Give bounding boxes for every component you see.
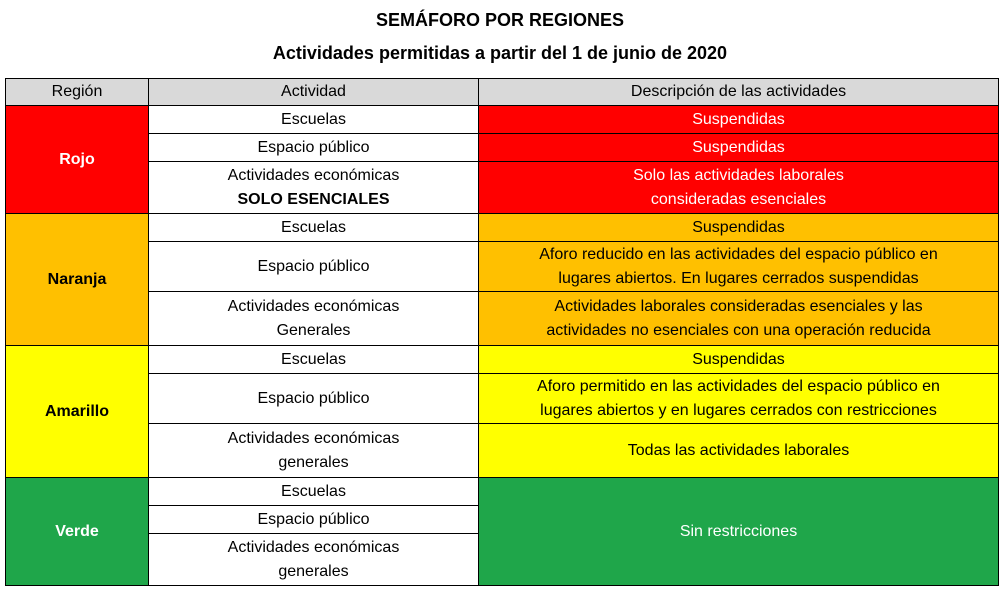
semaforo-table	[5, 78, 999, 586]
activity-label: Actividades económicas	[227, 538, 400, 556]
description-cell	[479, 162, 999, 214]
table-row	[6, 214, 999, 242]
activity-cell: Escuelas	[149, 214, 479, 242]
activity-label: Actividades económicas	[227, 297, 400, 315]
description-line: consideradas esenciales	[650, 190, 827, 208]
description-line: lugares abiertos. En lugares cerrados suspendidas	[558, 269, 919, 287]
description-cell: Sin restricciones	[479, 478, 999, 586]
activity-qualifier: generales	[278, 562, 349, 580]
table-row	[6, 106, 999, 134]
activity-cell	[149, 534, 479, 586]
header-activity: Actividad	[149, 79, 479, 106]
table-row	[6, 292, 999, 346]
description-cell	[479, 292, 999, 346]
description-line: Aforo reducido en las actividades del espacio público en	[539, 245, 938, 263]
description-line: actividades no esenciales con una operación reducida	[546, 321, 931, 339]
table-row	[6, 424, 999, 478]
activity-cell: Escuelas	[149, 106, 479, 134]
description-line: Actividades laborales consideradas esenciales y las	[554, 297, 923, 315]
activity-cell	[149, 292, 479, 346]
region-amarillo: Amarillo	[6, 346, 149, 478]
table-row	[6, 478, 999, 506]
description-cell: Suspendidas	[479, 106, 999, 134]
activity-cell	[149, 424, 479, 478]
activity-cell: Espacio público	[149, 242, 479, 292]
activity-cell: Escuelas	[149, 346, 479, 374]
description-cell	[479, 374, 999, 424]
table-row	[6, 134, 999, 162]
description-cell: Suspendidas	[479, 214, 999, 242]
table-row	[6, 162, 999, 214]
table-row	[6, 346, 999, 374]
description-line: Solo las actividades laborales	[633, 166, 844, 184]
table-row	[6, 242, 999, 292]
region-rojo: Rojo	[6, 106, 149, 214]
activity-cell: Espacio público	[149, 506, 479, 534]
table-row	[6, 374, 999, 424]
activity-cell: Espacio público	[149, 134, 479, 162]
description-cell	[479, 242, 999, 292]
description-line: lugares abiertos y en lugares cerrados con restricciones	[540, 401, 937, 419]
activity-qualifier: Generales	[276, 321, 351, 339]
region-naranja: Naranja	[6, 214, 149, 346]
activity-label: Actividades económicas	[227, 429, 400, 447]
activity-cell: Espacio público	[149, 374, 479, 424]
description-line: Aforo permitido en las actividades del espacio público en	[537, 377, 940, 395]
description-cell: Suspendidas	[479, 346, 999, 374]
header-region: Región	[6, 79, 149, 106]
description-cell: Suspendidas	[479, 134, 999, 162]
header-description: Descripción de las actividades	[479, 79, 999, 106]
activity-qualifier: generales	[278, 453, 349, 471]
activity-label: Actividades económicas	[227, 166, 400, 184]
region-verde: Verde	[6, 478, 149, 586]
activity-qualifier: SOLO ESENCIALES	[237, 190, 390, 208]
activity-cell: Escuelas	[149, 478, 479, 506]
activity-cell	[149, 162, 479, 214]
description-cell: Todas las actividades laborales	[479, 424, 999, 478]
table-header-row	[6, 79, 999, 106]
page-subtitle: Actividades permitidas a partir del 1 de junio de 2020	[272, 43, 728, 63]
page-title: SEMÁFORO POR REGIONES	[375, 10, 625, 30]
